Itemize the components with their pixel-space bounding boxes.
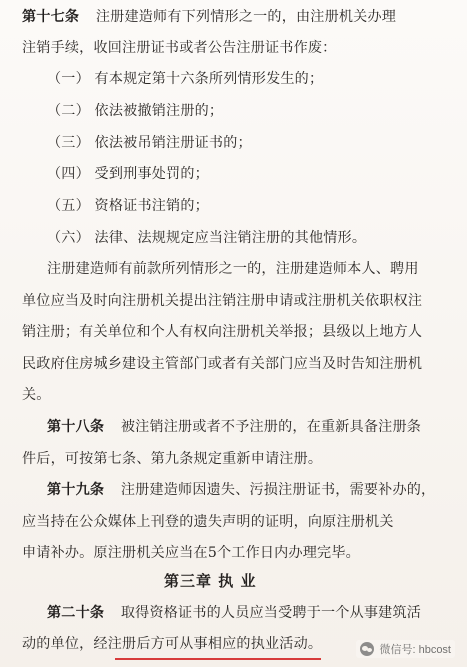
article-17-heading: 第十七条 <box>22 9 80 25</box>
article-19-text-3: 申请补办。原注册机关应当在5个工作日内办理完毕。 <box>22 545 360 561</box>
article-20-heading: 第二十条 <box>47 605 105 621</box>
paragraph-line-2-text: 单位应当及时向注册机关提出注销注册申请或注册机关依职权注 <box>22 293 423 309</box>
article-20-line-1 <box>47 606 421 620</box>
article-17-item-2 <box>47 104 223 118</box>
paragraph-line-1-text: 注册建造师有前款所列情形之一的，注册建造师本人、聘用 <box>47 261 419 277</box>
article-20-line-2 <box>22 637 322 651</box>
article-19-line-1 <box>47 483 435 497</box>
chapter-3-title: 第三章 执 业 <box>164 572 257 590</box>
article-19-text-1: 注册建造师因遗失、污损注册证书，需要补办的， <box>120 482 436 498</box>
watermark-text: 微信号: hbcost <box>379 644 451 656</box>
article-17-text-2: 注销手续，收回注册证书或者公告注册证书作废： <box>22 40 337 56</box>
article-19-line-3 <box>22 546 360 560</box>
article-18-heading: 第十八条 <box>47 419 105 435</box>
article-17-item-1 <box>47 72 323 86</box>
article-18-text-2: 件后，可按第七条、第九条规定重新申请注册。 <box>22 451 323 467</box>
article-17-paragraph-line-4 <box>22 357 422 371</box>
red-underline <box>115 658 321 660</box>
item-3-text: （三） 依法被吊销注册证书的； <box>47 135 252 151</box>
item-4-text: （四） 受到刑事处罚的； <box>47 166 209 182</box>
article-17-line-1 <box>22 10 396 24</box>
article-19-text-2: 应当持在公众媒体上刊登的遗失声明的证明，向原注册机关 <box>22 514 394 530</box>
article-17-text-1: 注册建造师有下列情形之一的，由注册机关办理 <box>95 9 397 25</box>
item-2-text: （二） 依法被撤销注册的； <box>47 103 224 119</box>
article-17-item-4 <box>47 167 209 181</box>
article-17-paragraph-line-1 <box>47 262 419 276</box>
article-17-paragraph-line-3 <box>22 325 422 339</box>
article-17-paragraph-line-5 <box>22 388 51 402</box>
article-19-heading: 第十九条 <box>47 482 105 498</box>
article-20-text-2: 动的单位，经注册后方可从事相应的执业活动。 <box>22 636 323 652</box>
article-17-item-5 <box>47 199 209 213</box>
article-17-item-6 <box>47 231 366 245</box>
article-17-line-2 <box>22 41 336 55</box>
article-18-text-1: 被注销注册或者不予注册的，在重新具备注册条 <box>120 419 422 435</box>
article-17-paragraph-line-2 <box>22 294 422 308</box>
paragraph-line-3-text: 销注册；有关单位和个人有权向注册机关举报；县级以上地方人 <box>22 324 423 340</box>
article-17-item-3 <box>47 136 252 150</box>
wechat-icon <box>360 642 374 656</box>
item-6-text: （六） 法律、法规规定应当注销注册的其他情形。 <box>47 230 367 246</box>
article-18-line-1 <box>47 420 421 434</box>
wechat-watermark <box>356 640 455 658</box>
article-18-line-2 <box>22 452 322 466</box>
article-19-line-2 <box>22 515 394 529</box>
article-20-text-1: 取得资格证书的人员应当受聘于一个从事建筑活 <box>120 605 422 621</box>
paragraph-line-4-text: 民政府住房城乡建设主管部门或者有关部门应当及时告知注册机 <box>22 356 423 372</box>
paragraph-line-5-text: 关。 <box>22 387 51 403</box>
item-1-text: （一） 有本规定第十六条所列情形发生的； <box>47 71 324 87</box>
item-5-text: （五） 资格证书注销的； <box>47 198 209 214</box>
